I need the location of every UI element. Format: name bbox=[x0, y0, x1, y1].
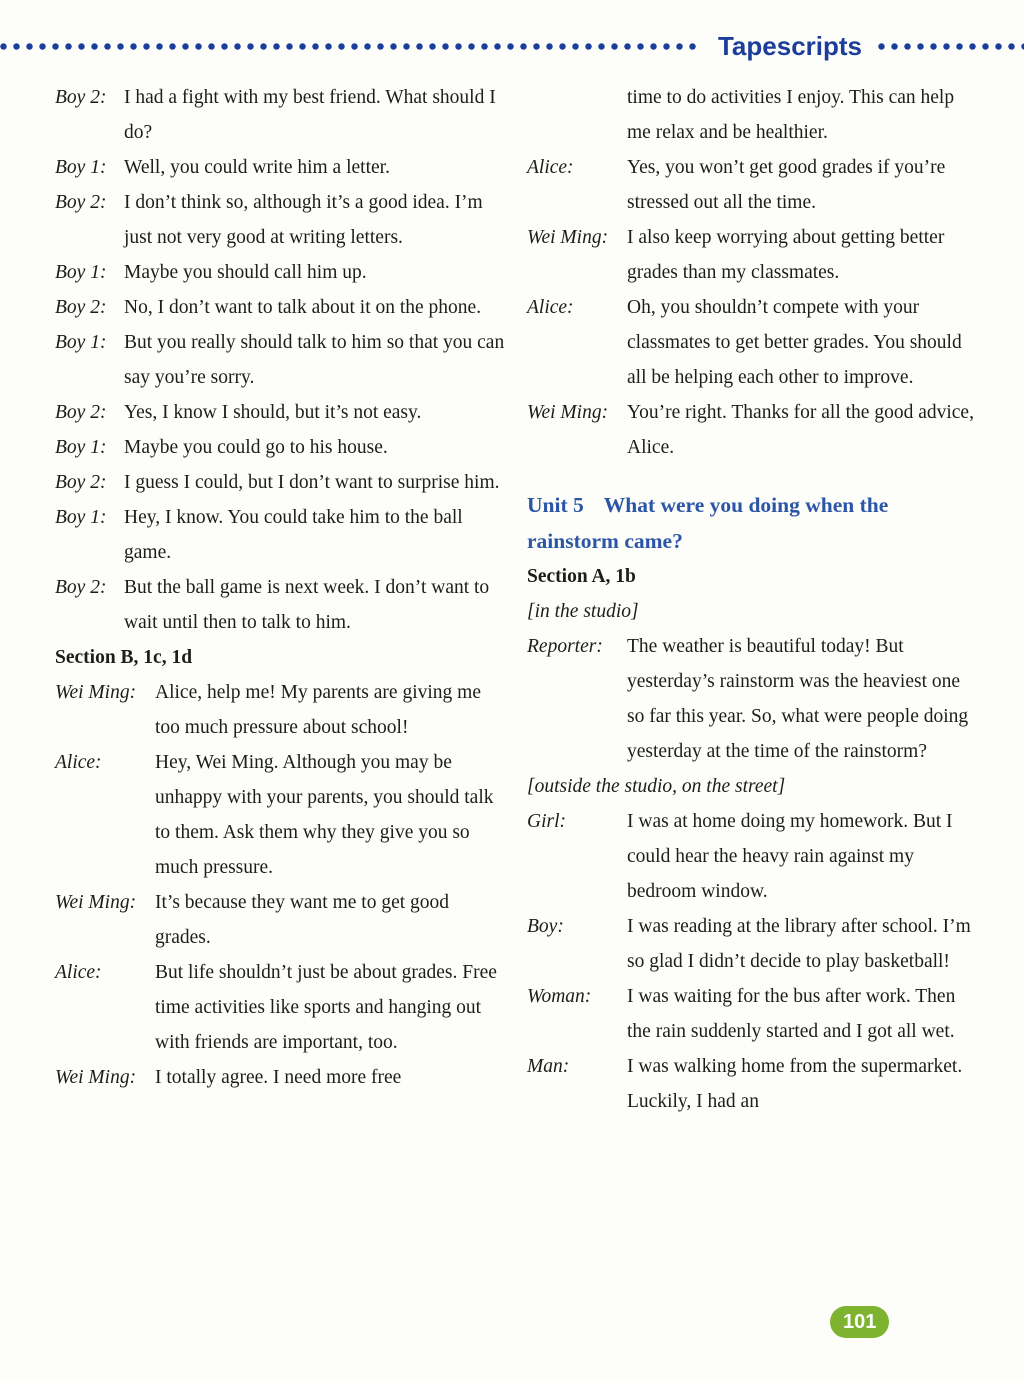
dialogue-line bbox=[55, 1060, 505, 1095]
dialogue-line bbox=[55, 570, 505, 640]
dialogue-text: Alice, help me! My parents are giving me too much pressure about school! bbox=[155, 682, 481, 738]
speaker-label: Wei Ming: bbox=[527, 227, 609, 248]
speaker-label: Boy 2: bbox=[55, 577, 107, 598]
speaker-label: Wei Ming: bbox=[527, 402, 609, 423]
dialogue-line bbox=[55, 80, 505, 150]
dialogue-text: I was waiting for the bus after work. Then the rain suddenly started and I got all wet. bbox=[627, 986, 956, 1042]
dialogue-line bbox=[55, 150, 505, 185]
dialogue-text: Yes, I know I should, but it’s not easy. bbox=[124, 402, 422, 423]
dialogue-line bbox=[55, 185, 505, 255]
dialogue-text: Hey, Wei Ming. Although you may be unhappy with your parents, you should talk to them. Ask them why they give you so much pressure. bbox=[155, 752, 494, 878]
dialogue-line bbox=[527, 979, 977, 1049]
dialogue-text: time to do activities I enjoy. This can help me relax and be healthier. bbox=[627, 87, 955, 143]
stage-direction: [in the studio] bbox=[527, 601, 639, 622]
dialogue-line bbox=[55, 745, 505, 885]
speaker-label: Woman: bbox=[527, 986, 592, 1007]
content-area bbox=[0, 80, 1024, 1119]
dialogue-line bbox=[55, 675, 505, 745]
speaker-label: Man: bbox=[527, 1056, 570, 1077]
dialogue-line bbox=[527, 220, 977, 290]
speaker-label: Girl: bbox=[527, 811, 566, 832]
dialogue-line bbox=[55, 955, 505, 1060]
dialogue-text: You’re right. Thanks for all the good advice, Alice. bbox=[627, 402, 974, 458]
dialogue-line bbox=[527, 150, 977, 220]
speaker-label: Boy 2: bbox=[55, 297, 107, 318]
dotted-rule-left bbox=[0, 43, 702, 50]
dialogue-text: I had a fight with my best friend. What should I do? bbox=[124, 87, 496, 143]
speaker-label: Boy 1: bbox=[55, 262, 107, 283]
speaker-label: Boy 2: bbox=[55, 472, 107, 493]
dialogue-text: I was walking home from the supermarket. Luckily, I had an bbox=[627, 1056, 963, 1112]
dialogue-text: Yes, you won’t get good grades if you’re stressed out all the time. bbox=[627, 157, 946, 213]
speaker-label: Boy 1: bbox=[55, 437, 107, 458]
dialogue-text: I also keep worrying about getting better grades than my classmates. bbox=[627, 227, 945, 283]
dialogue-line bbox=[527, 290, 977, 395]
section-heading: Section B, 1c, 1d bbox=[55, 647, 193, 668]
dialogue-text: I totally agree. I need more free bbox=[155, 1067, 402, 1088]
speaker-label: Wei Ming: bbox=[55, 682, 137, 703]
dialogue-line bbox=[527, 909, 977, 979]
dialogue-text: No, I don’t want to talk about it on the phone. bbox=[124, 297, 482, 318]
unit-heading bbox=[527, 487, 977, 559]
dialogue-line bbox=[55, 885, 505, 955]
speaker-label: Alice: bbox=[55, 752, 102, 773]
page-number-badge: 101 bbox=[830, 1306, 889, 1338]
speaker-label: Wei Ming: bbox=[55, 892, 137, 913]
dialogue-line bbox=[55, 395, 505, 430]
section-heading: Section A, 1b bbox=[527, 566, 636, 587]
speaker-label: Reporter: bbox=[527, 636, 603, 657]
dialogue-text: Well, you could write him a letter. bbox=[124, 157, 390, 178]
dialogue-text: But life shouldn’t just be about grades. Free time activities like sports and hanging out with friends are important, too. bbox=[155, 962, 497, 1053]
dialogue-text: I don’t think so, although it’s a good idea. I’m just not very good at writing letters. bbox=[124, 192, 483, 248]
dialogue-line bbox=[55, 255, 505, 290]
unit-number: Unit 5 bbox=[527, 493, 584, 517]
speaker-label: Boy 2: bbox=[55, 87, 107, 108]
speaker-label: Wei Ming: bbox=[55, 1067, 137, 1088]
speaker-label: Boy 2: bbox=[55, 402, 107, 423]
speaker-label: Boy: bbox=[527, 916, 564, 937]
dialogue-text: It’s because they want me to get good grades. bbox=[155, 892, 450, 948]
dialogue-line bbox=[55, 290, 505, 325]
stage-direction: [outside the studio, on the street] bbox=[527, 776, 786, 797]
speaker-label: Alice: bbox=[527, 297, 574, 318]
right-column bbox=[527, 80, 977, 1119]
unit-title: What were you doing when the rainstorm came? bbox=[527, 493, 889, 553]
dialogue-line bbox=[55, 465, 505, 500]
left-column bbox=[55, 80, 505, 1119]
dialogue-line bbox=[527, 804, 977, 909]
dialogue-text: Maybe you could go to his house. bbox=[124, 437, 388, 458]
dialogue-line bbox=[527, 1049, 977, 1119]
dialogue-line bbox=[55, 500, 505, 570]
speaker-label: Alice: bbox=[527, 157, 574, 178]
speaker-label: Boy 2: bbox=[55, 192, 107, 213]
speaker-label: Alice: bbox=[55, 962, 102, 983]
dotted-rule-right bbox=[878, 43, 1024, 50]
dialogue-text: But you really should talk to him so that you can say you’re sorry. bbox=[124, 332, 505, 388]
dialogue-text: I was reading at the library after school. I’m so glad I didn’t decide to play basketball! bbox=[627, 916, 971, 972]
dialogue-line bbox=[527, 80, 977, 150]
speaker-label: Boy 1: bbox=[55, 157, 107, 178]
dialogue-text: I was at home doing my homework. But I could hear the heavy rain against my bedroom window. bbox=[627, 811, 953, 902]
dialogue-text: Maybe you should call him up. bbox=[124, 262, 367, 283]
dialogue-line bbox=[55, 325, 505, 395]
dialogue-text: I guess I could, but I don’t want to surprise him. bbox=[124, 472, 500, 493]
dialogue-text: But the ball game is next week. I don’t want to wait until then to talk to him. bbox=[124, 577, 490, 633]
speaker-label: Boy 1: bbox=[55, 507, 107, 528]
dialogue-text: Oh, you shouldn’t compete with your classmates to get better grades. You should all be helping each other to improve. bbox=[627, 297, 962, 388]
dialogue-line bbox=[527, 629, 977, 769]
page-header bbox=[0, 30, 1024, 62]
page-title: Tapescripts bbox=[717, 30, 862, 61]
dialogue-line bbox=[527, 395, 977, 465]
dialogue-line bbox=[55, 430, 505, 465]
speaker-label: Boy 1: bbox=[55, 332, 107, 353]
dialogue-text: Hey, I know. You could take him to the ball game. bbox=[124, 507, 463, 563]
dialogue-text: The weather is beautiful today! But yesterday’s rainstorm was the heaviest one so far this year. So, what were people doing yesterday at the time of the rainstorm? bbox=[627, 636, 969, 762]
